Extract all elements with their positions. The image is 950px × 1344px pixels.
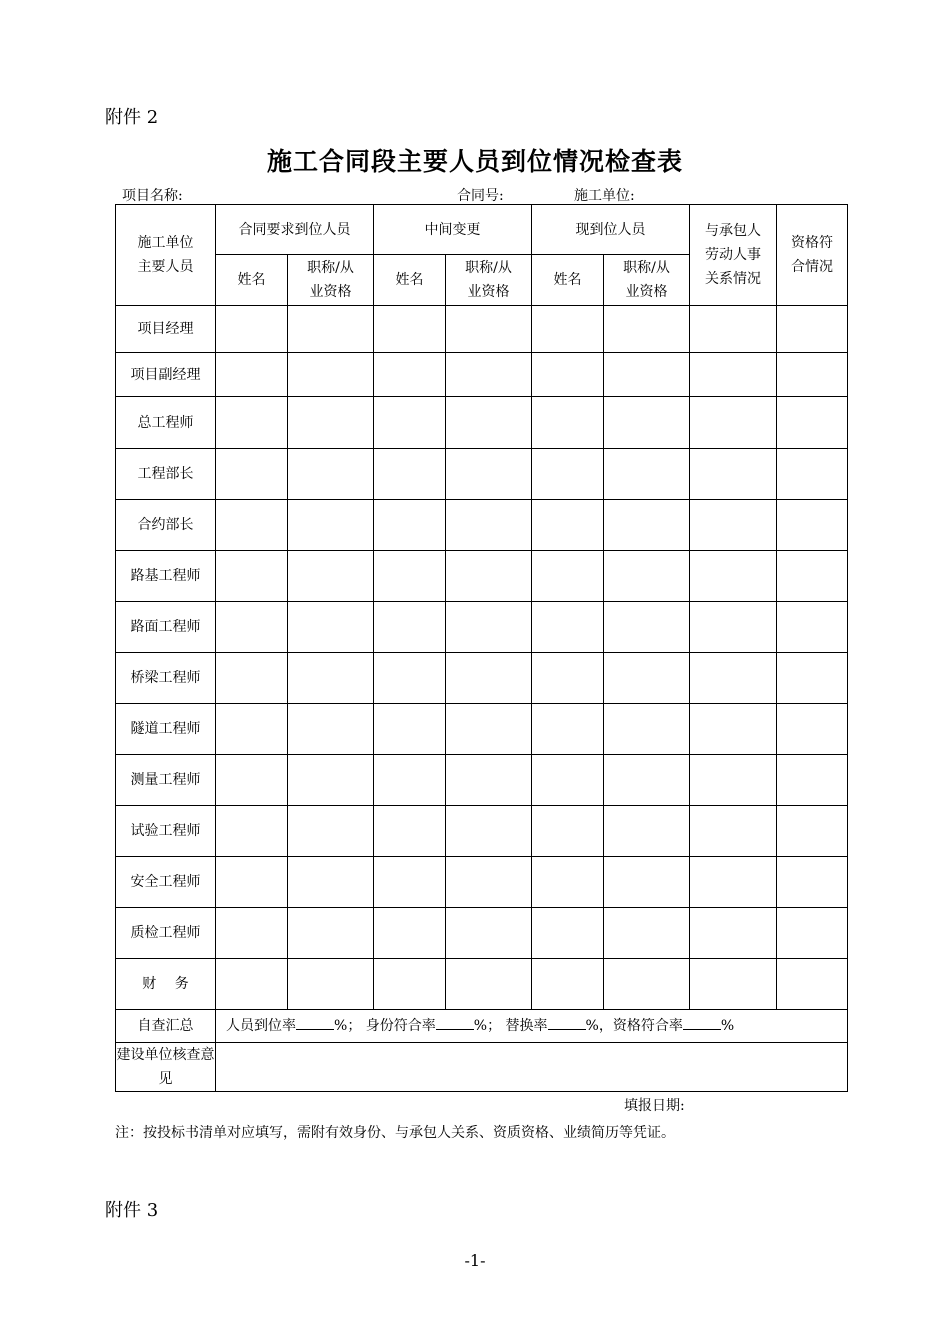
data-cell[interactable]: [604, 306, 690, 353]
data-cell[interactable]: [216, 755, 288, 806]
header-interim-change: 中间变更: [374, 205, 532, 255]
data-cell[interactable]: [374, 551, 446, 602]
role-label: 工程部长: [116, 449, 216, 500]
role-label: 财 务: [116, 959, 216, 1010]
data-cell[interactable]: [288, 353, 374, 397]
table-row: [116, 806, 848, 857]
data-cell[interactable]: [690, 602, 777, 653]
data-cell[interactable]: [216, 653, 288, 704]
data-cell[interactable]: [777, 857, 848, 908]
document-title: 施工合同段主要人员到位情况检查表: [266, 147, 683, 176]
header-required-personnel: 合同要求到位人员: [216, 205, 374, 255]
table-row: [116, 397, 848, 449]
footnote: 注：按投标书清单对应填写，需附有效身份、与承包人关系、资质资格、业绩简历等凭证。: [115, 1125, 675, 1141]
data-cell[interactable]: [532, 857, 604, 908]
data-cell[interactable]: [216, 551, 288, 602]
role-label: 隧道工程师: [116, 704, 216, 755]
review-opinion-label: 建设单位核查意见: [116, 1043, 216, 1092]
data-cell[interactable]: [532, 397, 604, 449]
data-cell[interactable]: [777, 353, 848, 397]
data-cell[interactable]: [690, 755, 777, 806]
role-label: 项目经理: [116, 306, 216, 353]
data-cell[interactable]: [777, 959, 848, 1010]
data-cell[interactable]: [604, 857, 690, 908]
data-cell[interactable]: [532, 306, 604, 353]
role-label: 桥梁工程师: [116, 653, 216, 704]
review-opinion-cell[interactable]: [216, 1043, 848, 1092]
data-cell[interactable]: [446, 551, 532, 602]
data-cell[interactable]: [690, 306, 777, 353]
data-cell[interactable]: [690, 653, 777, 704]
data-cell[interactable]: [690, 449, 777, 500]
role-label: 合约部长: [116, 500, 216, 551]
role-label: 安全工程师: [116, 857, 216, 908]
data-cell[interactable]: [446, 704, 532, 755]
data-cell[interactable]: [777, 908, 848, 959]
data-cell[interactable]: [532, 806, 604, 857]
data-cell[interactable]: [532, 653, 604, 704]
header-title-present: 职称/从 业资格: [604, 255, 690, 306]
data-cell[interactable]: [690, 551, 777, 602]
data-cell[interactable]: [216, 500, 288, 551]
data-cell[interactable]: [216, 602, 288, 653]
data-cell[interactable]: [604, 602, 690, 653]
data-cell[interactable]: [532, 602, 604, 653]
data-cell[interactable]: [777, 306, 848, 353]
data-cell[interactable]: [288, 500, 374, 551]
page-number: -1-: [464, 1251, 486, 1270]
table-row: [116, 704, 848, 755]
header-contractor-relation: 与承包人 劳动人事 关系情况: [690, 205, 777, 306]
data-cell[interactable]: [777, 551, 848, 602]
table-row: [116, 602, 848, 653]
summary-rates: 人员到位率 %； 身份符合率 %； 替换率 %，资格符合率 %: [216, 1010, 848, 1043]
data-cell[interactable]: [216, 908, 288, 959]
table-row: [116, 306, 848, 353]
data-cell[interactable]: [374, 704, 446, 755]
data-cell[interactable]: [777, 806, 848, 857]
data-cell[interactable]: [288, 653, 374, 704]
role-label: 路面工程师: [116, 602, 216, 653]
role-label: 测量工程师: [116, 755, 216, 806]
data-cell[interactable]: [777, 449, 848, 500]
data-cell[interactable]: [374, 806, 446, 857]
data-cell[interactable]: [374, 449, 446, 500]
data-cell[interactable]: [374, 306, 446, 353]
data-cell[interactable]: [374, 908, 446, 959]
data-cell[interactable]: [777, 602, 848, 653]
data-cell[interactable]: [288, 397, 374, 449]
data-cell[interactable]: [604, 755, 690, 806]
data-cell[interactable]: [216, 397, 288, 449]
data-cell[interactable]: [374, 500, 446, 551]
table-row: [116, 857, 848, 908]
data-cell[interactable]: [216, 306, 288, 353]
data-cell[interactable]: [446, 602, 532, 653]
identity-rate-field[interactable]: [436, 1015, 474, 1030]
data-cell[interactable]: [216, 806, 288, 857]
data-cell[interactable]: [288, 959, 374, 1010]
table-row: [116, 500, 848, 551]
data-cell[interactable]: [288, 857, 374, 908]
data-cell[interactable]: [604, 500, 690, 551]
data-cell[interactable]: [690, 397, 777, 449]
data-cell[interactable]: [777, 500, 848, 551]
data-cell[interactable]: [216, 857, 288, 908]
data-cell[interactable]: [216, 353, 288, 397]
data-cell[interactable]: [288, 908, 374, 959]
data-cell[interactable]: [374, 353, 446, 397]
data-cell[interactable]: [532, 500, 604, 551]
header-qualification-match: 资格符 合情况: [777, 205, 848, 306]
data-cell[interactable]: [374, 653, 446, 704]
data-cell[interactable]: [532, 959, 604, 1010]
data-cell[interactable]: [446, 397, 532, 449]
data-cell[interactable]: [532, 449, 604, 500]
data-cell[interactable]: [374, 959, 446, 1010]
construction-unit-label: 施工单位:: [574, 188, 635, 204]
data-cell[interactable]: [446, 653, 532, 704]
data-cell[interactable]: [288, 602, 374, 653]
data-cell[interactable]: [690, 806, 777, 857]
data-cell[interactable]: [604, 353, 690, 397]
qualification-rate-field[interactable]: [683, 1015, 721, 1030]
role-label: 项目副经理: [116, 353, 216, 397]
data-cell[interactable]: [604, 704, 690, 755]
table-row: [116, 959, 848, 1010]
data-cell[interactable]: [690, 857, 777, 908]
header-title-change: 职称/从 业资格: [446, 255, 532, 306]
data-cell[interactable]: [288, 449, 374, 500]
data-cell[interactable]: [446, 959, 532, 1010]
contract-number-label: 合同号:: [457, 188, 504, 204]
table-row: [116, 755, 848, 806]
table-row: [116, 908, 848, 959]
data-cell[interactable]: [288, 306, 374, 353]
data-cell[interactable]: [374, 857, 446, 908]
data-cell[interactable]: [690, 353, 777, 397]
header-present-personnel: 现到位人员: [532, 205, 690, 255]
arrival-rate-field[interactable]: [296, 1015, 334, 1030]
data-cell[interactable]: [446, 857, 532, 908]
data-cell[interactable]: [604, 449, 690, 500]
data-cell[interactable]: [690, 959, 777, 1010]
data-cell[interactable]: [532, 704, 604, 755]
data-cell[interactable]: [446, 353, 532, 397]
data-cell[interactable]: [604, 806, 690, 857]
data-cell[interactable]: [604, 551, 690, 602]
project-name-label: 项目名称:: [122, 188, 183, 204]
data-cell[interactable]: [446, 500, 532, 551]
table-row: [116, 653, 848, 704]
data-cell[interactable]: [532, 908, 604, 959]
data-cell[interactable]: [374, 602, 446, 653]
data-cell[interactable]: [216, 704, 288, 755]
role-label: 质检工程师: [116, 908, 216, 959]
data-cell[interactable]: [777, 397, 848, 449]
data-cell[interactable]: [446, 806, 532, 857]
data-cell[interactable]: [777, 704, 848, 755]
data-cell[interactable]: [216, 959, 288, 1010]
header-name-change: 姓名: [374, 255, 446, 306]
data-cell[interactable]: [604, 959, 690, 1010]
data-cell[interactable]: [374, 755, 446, 806]
data-cell[interactable]: [777, 653, 848, 704]
header-name-required: 姓名: [216, 255, 288, 306]
data-cell[interactable]: [446, 755, 532, 806]
header-name-present: 姓名: [532, 255, 604, 306]
header-title-required: 职称/从 业资格: [288, 255, 374, 306]
data-cell[interactable]: [532, 755, 604, 806]
data-cell[interactable]: [288, 806, 374, 857]
personnel-check-table: [115, 204, 848, 1092]
table-row: [116, 353, 848, 397]
table-row: [116, 551, 848, 602]
summary-label: 自查汇总: [116, 1010, 216, 1043]
data-cell[interactable]: [216, 449, 288, 500]
header-main-personnel: 施工单位 主要人员: [116, 205, 216, 306]
data-cell[interactable]: [446, 908, 532, 959]
data-cell[interactable]: [690, 704, 777, 755]
fill-date-label: 填报日期:: [624, 1098, 685, 1114]
data-cell[interactable]: [446, 306, 532, 353]
data-cell[interactable]: [532, 353, 604, 397]
role-label: 试验工程师: [116, 806, 216, 857]
data-cell[interactable]: [690, 908, 777, 959]
attachment-label-top: 附件 2: [105, 107, 159, 128]
attachment-label-bottom: 附件 3: [105, 1200, 159, 1221]
data-cell[interactable]: [288, 704, 374, 755]
data-cell[interactable]: [777, 755, 848, 806]
data-cell[interactable]: [690, 500, 777, 551]
data-cell[interactable]: [288, 755, 374, 806]
data-cell[interactable]: [446, 449, 532, 500]
table-row: [116, 449, 848, 500]
role-label: 总工程师: [116, 397, 216, 449]
data-cell[interactable]: [374, 397, 446, 449]
data-cell[interactable]: [604, 397, 690, 449]
replacement-rate-field[interactable]: [548, 1015, 586, 1030]
data-cell[interactable]: [604, 653, 690, 704]
data-cell[interactable]: [532, 551, 604, 602]
data-cell[interactable]: [288, 551, 374, 602]
data-cell[interactable]: [604, 908, 690, 959]
role-label: 路基工程师: [116, 551, 216, 602]
